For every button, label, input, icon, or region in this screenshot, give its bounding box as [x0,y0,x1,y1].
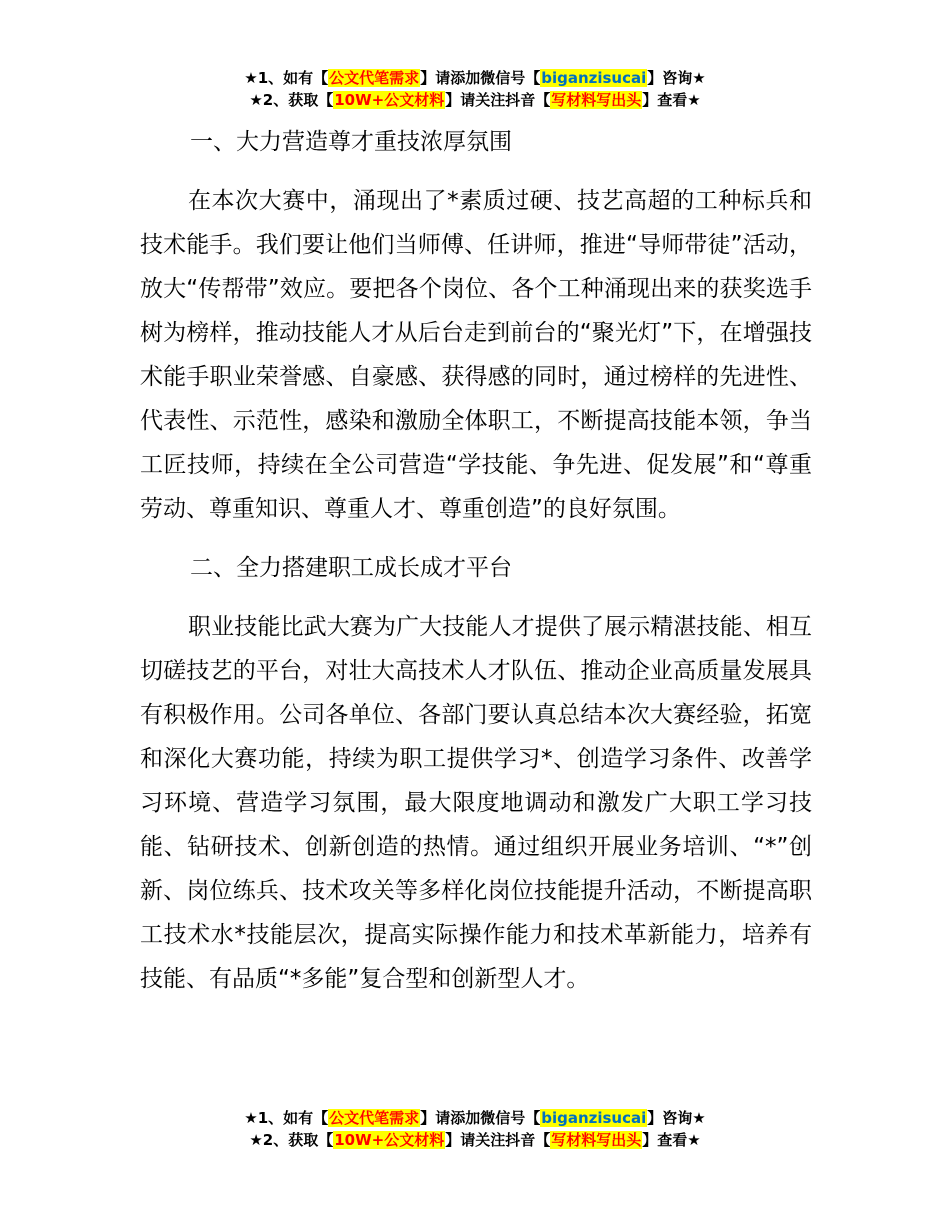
banner-highlight-wechat: biganzisucai [541,1109,647,1127]
banner-text: 】请关注抖音【 [445,91,551,109]
banner-text: 】请关注抖音【 [445,1131,551,1149]
banner-text: ★1、如有【 [244,69,329,87]
banner-text: ★1、如有【 [244,1109,329,1127]
banner-text: ★2、获取【 [249,91,334,109]
banner-text: 】咨询★ [647,1109,706,1127]
banner-line-1 [0,1107,950,1129]
banner-line-2 [0,1129,950,1151]
banner-highlight-douyin: 写材料写出头 [551,1131,642,1149]
banner-text: 】查看★ [642,1131,701,1149]
banner-line-2 [0,89,950,111]
banner-text: ★2、获取【 [249,1131,334,1149]
paragraph-2: 职业技能比武大赛为广大技能人才提供了展示精湛技能、相互切磋技艺的平台，对壮大高技术人才队伍、推动企业高质量发展具有积极作用。公司各单位、各部门要认真总结本次大赛经验，拓宽和深化大赛功能，持续为职工提供学习*、创造学习条件、改善学习环境、营造学习氛围，最大限度地调动和激发广大职工学习技能、钻研技术、创新创造的热情。通过组织开展业务培训、“*”创新、岗位练兵、技术攻关等多样化岗位技能提升活动，不断提高职工技术水*技能层次，提高实际操作能力和技术革新能力，培养有技能、有品质“*多能”复合型和创新型人才。 [140,614,812,992]
banner-highlight: 10W+公文材料 [334,1131,445,1149]
footer-banner [0,1107,950,1151]
banner-highlight: 10W+公文材料 [334,91,445,109]
banner-text: 】咨询★ [647,69,706,87]
banner-text: 】请添加微信号【 [420,69,541,87]
section-heading-1: 一、大力营造尊才重技浓厚氛围 [190,129,512,155]
banner-highlight-douyin: 写材料写出头 [551,91,642,109]
section-heading-2: 二、全力搭建职工成长成才平台 [190,555,512,581]
banner-highlight: 公文代笔需求 [329,69,420,87]
paragraph-1: 在本次大赛中，涌现出了*素质过硬、技艺高超的工种标兵和技术能手。我们要让他们当师傅、任讲师，推进“导师带徒”活动，放大“传帮带”效应。要把各个岗位、各个工种涌现出来的获奖选手树为榜样，推动技能人才从后台走到前台的“聚光灯”下，在增强技术能手职业荣誉感、自豪感、获得感的同时，通过榜样的先进性、代表性、示范性，感染和激励全体职工，不断提高技能本领，争当工匠技师，持续在全公司营造“学技能、争先进、促发展”和“尊重劳动、尊重知识、尊重人才、尊重创造”的良好氛围。 [140,188,812,522]
banner-text: 】请添加微信号【 [420,1109,541,1127]
banner-highlight: 公文代笔需求 [329,1109,420,1127]
banner-highlight-wechat: biganzisucai [541,69,647,87]
banner-line-1 [0,67,950,89]
document-body [140,120,812,1001]
header-banner [0,67,950,111]
banner-text: 】查看★ [642,91,701,109]
